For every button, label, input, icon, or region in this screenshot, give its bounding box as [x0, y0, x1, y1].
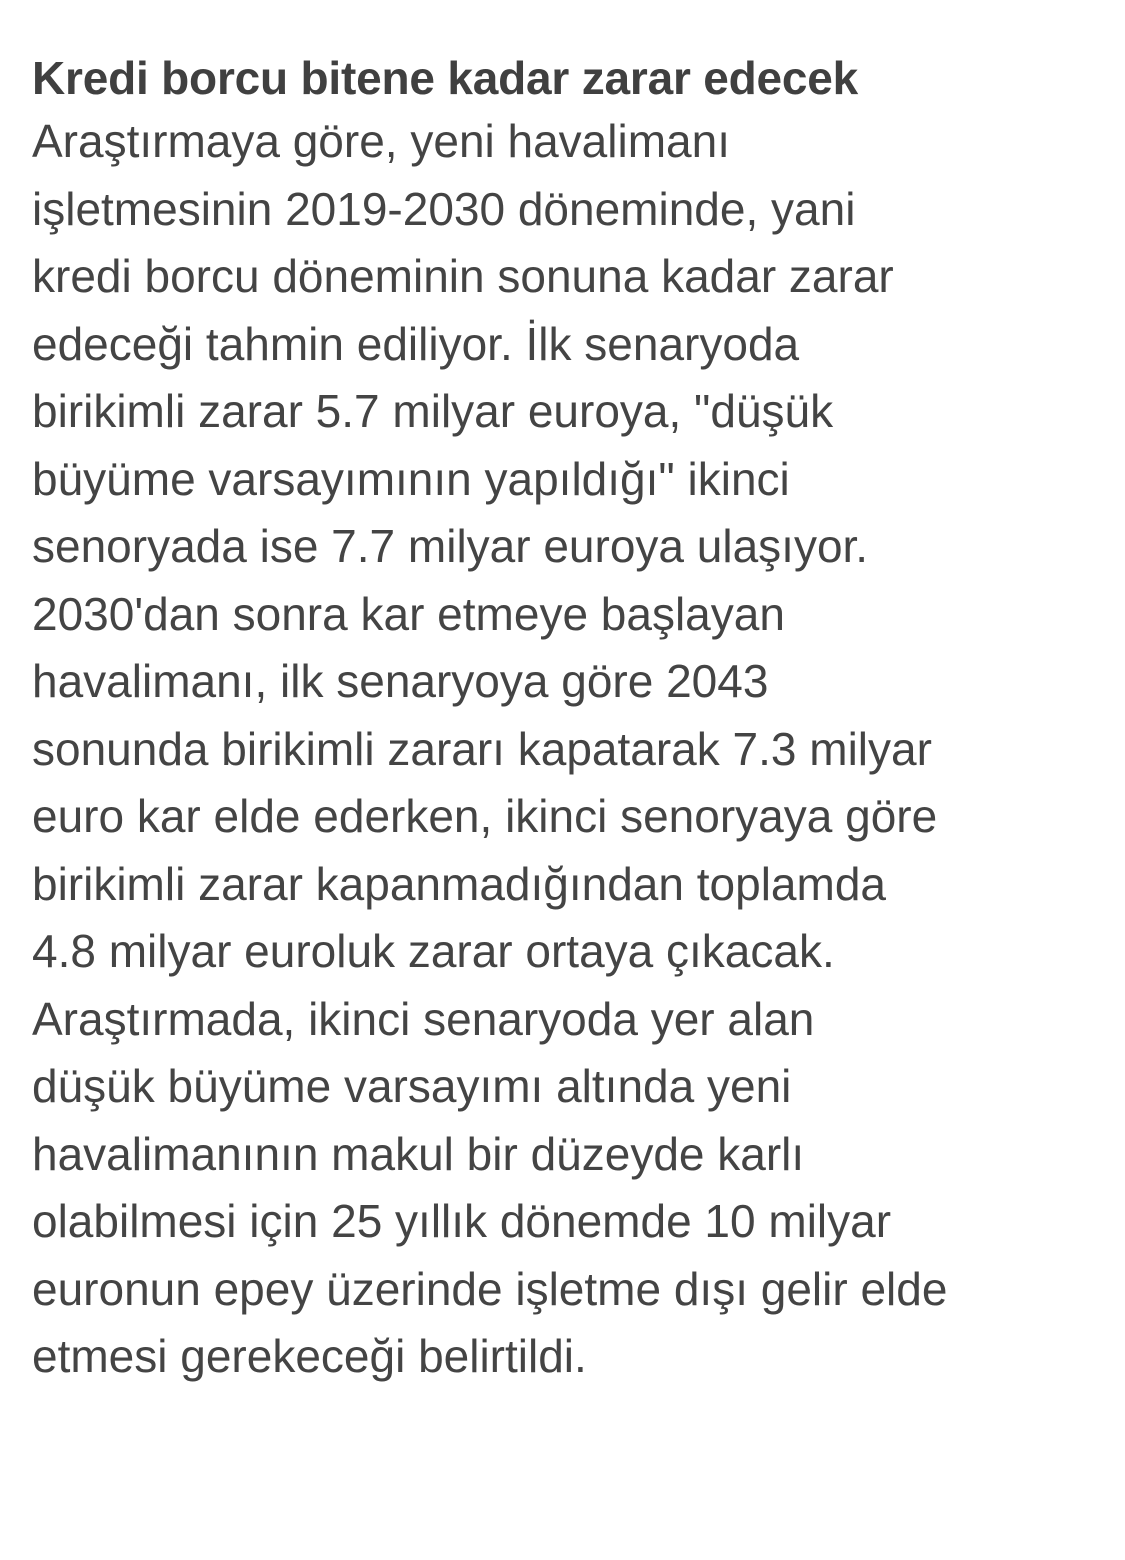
body-line: etmesi gerekeceği belirtildi.	[32, 1330, 587, 1382]
body-line: senoryada ise 7.7 milyar euroya ulaşıyor.	[32, 520, 869, 572]
body-line: euronun epey üzerinde işletme dışı gelir elde	[32, 1262, 948, 1315]
body-line: birikimli zarar 5.7 milyar euroya, "düşük	[32, 385, 834, 437]
body-line: birikimli zarar kapanmadığından toplamda	[32, 857, 886, 910]
article-title: Kredi borcu bitene kadar zarar edecek	[32, 52, 859, 104]
body-line: Araştırmaya göre, yeni havalimanı	[32, 115, 730, 167]
body-line: havalimanının makul bir düzeyde karlı	[32, 1127, 805, 1180]
body-line: düşük büyüme varsayımı altında yeni	[32, 1060, 792, 1112]
body-line: kredi borcu döneminin sonuna kadar zarar	[32, 250, 894, 302]
body-line: olabilmesi için 25 yıllık dönemde 10 milyar	[32, 1195, 892, 1247]
body-line: sonunda birikimli zararı kapatarak 7.3 milyar	[32, 722, 932, 775]
body-line: edeceği tahmin ediliyor. İlk senaryoda	[32, 317, 800, 370]
body-line: 2030'dan sonra kar etmeye başlayan	[32, 587, 785, 640]
article	[32, 48, 1112, 1391]
body-line: büyüme varsayımının yapıldığı" ikinci	[32, 452, 790, 505]
body-line: havalimanı, ilk senaryoya göre 2043	[32, 655, 769, 707]
body-line: işletmesinin 2019-2030 döneminde, yani	[32, 182, 856, 235]
body-line: 4.8 milyar euroluk zarar ortaya çıkacak.	[32, 925, 835, 977]
body-line: Araştırmada, ikinci senaryoda yer alan	[32, 992, 815, 1045]
article-body	[32, 108, 1112, 1391]
body-line: euro kar elde ederken, ikinci senoryaya göre	[32, 790, 938, 842]
